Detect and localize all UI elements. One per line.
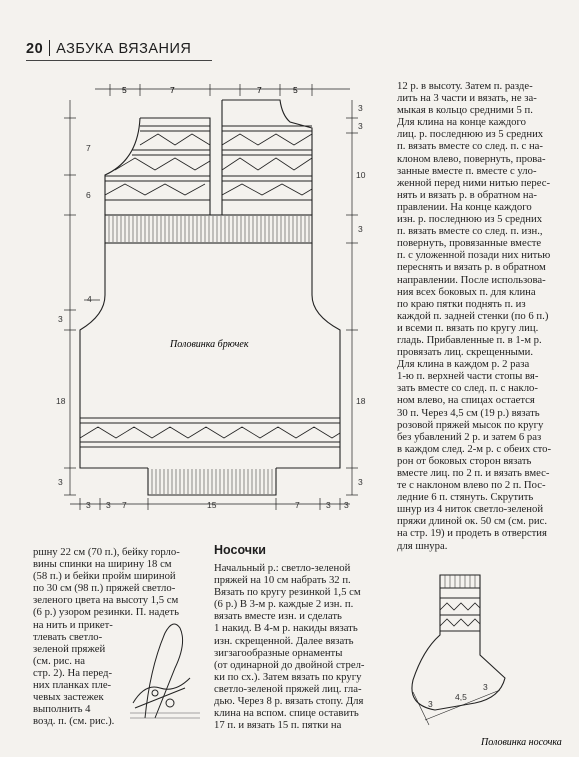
text-line: пряжей на 10 см набрать 32 п. (214, 574, 351, 587)
page-number: 20 (26, 41, 44, 57)
right-dim-1: 3 (358, 103, 363, 113)
text-line: 1 накид. В 4-м р. накиды вязать (214, 622, 358, 635)
left-dim-5: 18 (56, 396, 66, 406)
sock-dim-2: 4,5 (455, 692, 467, 702)
text-line: (6 р.) узором резинки. П. надеть (33, 606, 179, 619)
text-line: направлении. После использова- (397, 273, 546, 286)
top-dim-2: 7 (170, 85, 175, 95)
bottom-dim-3: 7 (122, 500, 127, 510)
text-line: рон от боковых сторон вязать (397, 454, 532, 467)
text-line: без убавлений 2 р. и затем 6 раз (397, 430, 542, 443)
text-line: на нить и прикет- (33, 618, 113, 631)
text-line: чевых застежек (33, 691, 104, 704)
text-line: изн. р. последнюю из 5 средних (397, 213, 543, 226)
header-divider (49, 40, 50, 56)
right-dim-5: 18 (356, 396, 366, 406)
page-title: АЗБУКА ВЯЗАНИЯ (56, 41, 192, 57)
text-line: для шнура. (397, 539, 448, 552)
text-line: Вязать по кругу резинкой 1,5 см (214, 586, 361, 599)
left-dim-1: 7 (86, 143, 91, 153)
bottom-dim-5: 7 (295, 500, 300, 510)
text-line: них планках пле- (33, 679, 112, 692)
text-line: вины спинки на ширину 18 см (33, 558, 172, 571)
text-line: правлении. На конце каждого (397, 200, 532, 213)
text-line: 30 п. Через 4,5 см (19 р.) вязать (397, 406, 540, 419)
text-line: гладь. Прибавленные п. в 1-м р. (397, 333, 542, 346)
right-dim-4: 3 (358, 224, 363, 234)
text-line: вязать вместе изн. и сделать (214, 610, 342, 623)
text-line: лить на 3 части и вязать, не за- (397, 92, 537, 105)
text-line: вместе лиц. по 2 п. и вязать вмес- (397, 467, 550, 479)
text-line: лиц. р. последнюю из 5 средних (397, 128, 544, 141)
text-line: клина на вспом. спице оставить (214, 707, 359, 720)
text-line: пряжи длиной ок. 50 см (см. рис. (397, 515, 548, 528)
right-text-column (397, 80, 551, 552)
text-line: ки по сх.). Затем вязать по кругу (214, 670, 362, 683)
text-line: розовой пряжей мысок по кругу (397, 418, 544, 431)
text-line: п. вязать вместе со след. п. изн., (397, 225, 543, 238)
pants-caption: Половинка брючек (170, 339, 249, 350)
text-line: зигзагообразные орнаменты (214, 646, 343, 659)
sock-dim-3: 3 (483, 682, 488, 692)
text-line: изн. скрещенной. Далее вязать (214, 634, 354, 647)
text-line: на стр. 19) и продеть в отверстия (397, 527, 547, 540)
text-line: провязать лиц. скрещенными. (397, 346, 534, 359)
top-dim-1: 5 (122, 85, 127, 95)
text-line: по 30 см (98 п.) пряжей светло- (33, 582, 176, 595)
text-line: те с наклоном влево по 2 п. Пос- (397, 479, 546, 492)
middle-text-column (214, 562, 364, 731)
text-line: и всеми п. вязать по кругу лиц. (397, 321, 539, 334)
text-line: по краю пятки поднять п. из (397, 297, 526, 310)
text-line: повернуть, провязанные вместе (397, 237, 542, 250)
text-line: возд. п. (см. рис.). (33, 715, 115, 728)
right-dim-6: 3 (358, 477, 363, 487)
text-line: (6 р.) В 3-м р. каждые 2 изн. п. (214, 598, 354, 611)
text-line: Для клина на конце каждого (397, 116, 526, 129)
text-line: дью. Через 8 р. вязать стопу. Для (214, 695, 364, 708)
left-dim-6: 3 (58, 477, 63, 487)
section-heading: Носочки (214, 543, 266, 557)
left-dim-2: 6 (86, 190, 91, 200)
text-line: нять и вязать р. в обратном на- (397, 188, 537, 201)
bottom-dim-6: 3 (326, 500, 331, 510)
text-line: зеленого цвета на высоту 1,5 см (33, 594, 179, 607)
text-line: зеленой пряжей (33, 642, 106, 655)
header-rule (26, 60, 212, 61)
text-line: светло-зеленой пряжей лиц. гла- (214, 682, 362, 695)
top-dim-3: 7 (257, 85, 262, 95)
text-line: 1-ю п. верхней части стопы вя- (397, 370, 539, 383)
top-dim-4: 5 (293, 85, 298, 95)
text-line: ния всех боковых п. для клина (397, 285, 536, 298)
pants-diagram (0, 72, 395, 522)
page-header (26, 40, 191, 57)
text-line: переснять и вязать р. в обратном (397, 261, 546, 274)
left-dim-4: 3 (58, 314, 63, 324)
sock-dim-1: 3 (428, 699, 433, 709)
text-line: ледние 6 п. стянуть. Скрутить (397, 491, 534, 504)
text-line: (58 п.) и бейки пройм шириной (33, 570, 176, 583)
text-line: зать вместе со след. п. с накло- (397, 382, 538, 395)
cord-illustration (125, 608, 205, 728)
sock-caption: Половинка носочка (481, 737, 562, 748)
sock-diagram (395, 560, 579, 757)
text-line: каждой п. задней стенки (по 6 п.) (397, 309, 549, 322)
left-dim-3: 4 (87, 294, 92, 304)
text-line: занные вместе п. вместе с уло- (397, 164, 537, 177)
text-line: в каждом след. 2-м р. с обеих сто- (397, 442, 552, 455)
text-line: шнур из 4 ниток светло-зеленой (397, 503, 544, 516)
bottom-dim-4: 15 (207, 500, 217, 510)
text-line: ршну 22 см (70 п.), бейку горло- (33, 546, 180, 558)
text-line: Начальный р.: светло-зеленой (214, 562, 351, 574)
text-line: 12 р. в высоту. Затем п. разде- (397, 80, 533, 92)
bottom-dim-1: 3 (86, 500, 91, 510)
text-line: ном влево, на спицах остается (397, 394, 535, 407)
text-line: женной перед ними нитью перес- (397, 176, 551, 189)
text-line: 17 п. и вязать 15 п. пятки на (214, 719, 342, 732)
text-line: клоном влево, повернуть, прова- (397, 152, 546, 165)
text-line: п. с уложенной позади них нитью (397, 249, 551, 262)
bottom-dim-7: 3 (344, 500, 349, 510)
bottom-dim-2: 3 (106, 500, 111, 510)
text-line: стр. 2). На перед- (33, 666, 113, 679)
text-line: п. вязать вместе со след. п. с на- (397, 140, 543, 153)
text-line: (от одинарной до двойной стрел- (214, 658, 365, 671)
text-line: мыкая в кольцо средними 5 п. (397, 104, 533, 117)
right-dim-2: 3 (358, 121, 363, 131)
text-line: тлевать светло- (33, 630, 103, 643)
text-line: Для клина в каждом р. 2 раза (397, 358, 530, 371)
text-line: (см. рис. на (33, 654, 86, 667)
right-dim-3: 10 (356, 170, 366, 180)
text-line: выполнить 4 (33, 703, 91, 716)
